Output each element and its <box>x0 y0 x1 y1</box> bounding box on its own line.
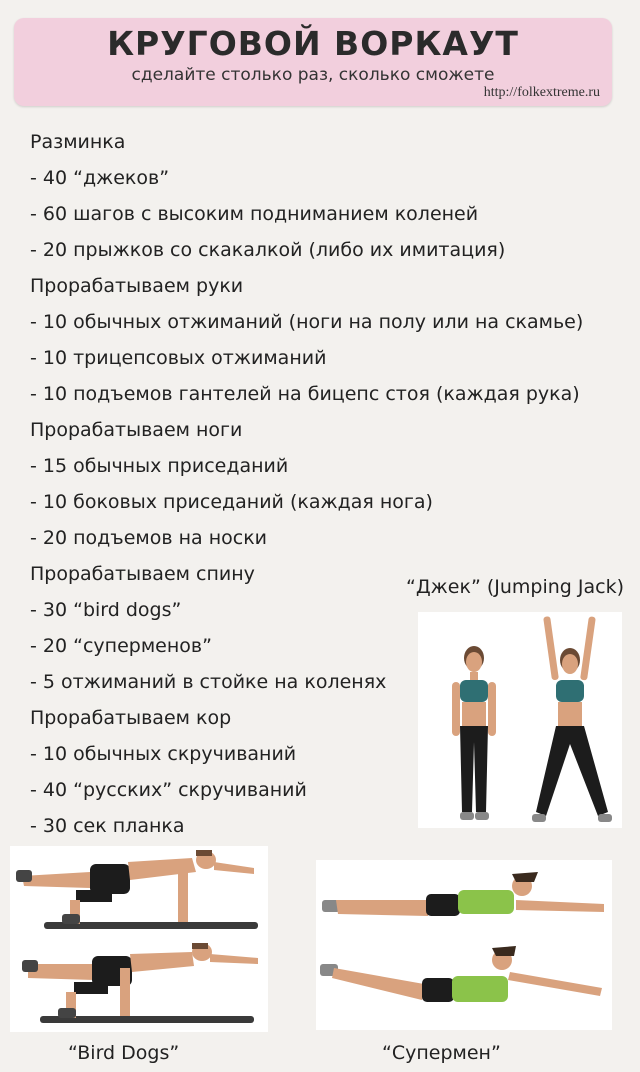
figure-standing <box>452 646 496 820</box>
exercise-item: - 5 отжиманий в стойке на коленях <box>30 671 387 693</box>
section-heading: Прорабатываем спину <box>30 563 255 585</box>
jumping-jack-illustration <box>418 612 622 828</box>
exercise-item: - 10 трицепсовых отжиманий <box>30 347 327 369</box>
exercise-item: - 30 “bird dogs” <box>30 599 182 621</box>
exercise-item: - 20 подъемов на носки <box>30 527 268 549</box>
section-heading: Прорабатываем ноги <box>30 419 243 441</box>
superman-figures <box>316 860 612 1030</box>
figure-bird-dog-bottom <box>22 943 258 1023</box>
exercise-item: - 15 обычных приседаний <box>30 455 289 477</box>
exercise-item: - 40 “русских” скручиваний <box>30 779 307 801</box>
section-heading: Разминка <box>30 131 126 153</box>
figure-jumping <box>532 616 612 822</box>
exercise-item: - 40 “джеков” <box>30 167 170 189</box>
exercise-item: - 10 обычных скручиваний <box>30 743 297 765</box>
exercise-item: - 60 шагов с высоким подниманием коленей <box>30 203 479 225</box>
exercise-item: - 10 боковых приседаний (каждая нога) <box>30 491 433 513</box>
page-subtitle: сделайте столько раз, сколько сможете <box>131 65 495 85</box>
title-banner <box>14 18 612 106</box>
exercise-item: - 20 прыжков со скакалкой (либо их имитация) <box>30 239 506 261</box>
section-heading: Прорабатываем кор <box>30 707 232 729</box>
figure-superman-bottom <box>320 946 602 1002</box>
jumping-jack-figures <box>418 612 622 828</box>
page-title: КРУГОВОЙ ВОРКАУТ <box>107 24 519 63</box>
bird-dogs-illustration <box>10 846 268 1032</box>
bird-dogs-figures <box>10 846 268 1032</box>
source-url: http://folkextreme.ru <box>483 85 600 100</box>
caption-superman: “Супермен” <box>382 1042 501 1064</box>
exercise-item: - 30 сек планка <box>30 815 185 837</box>
figure-superman-top <box>322 872 604 916</box>
section-heading: Прорабатываем руки <box>30 275 244 297</box>
figure-bird-dog-top <box>16 850 258 929</box>
superman-illustration <box>316 860 612 1030</box>
exercise-item: - 20 “суперменов” <box>30 635 212 657</box>
caption-bird-dogs: “Bird Dogs” <box>68 1042 180 1064</box>
exercise-item: - 10 подъемов гантелей на бицепс стоя (каждая рука) <box>30 383 580 405</box>
exercise-item: - 10 обычных отжиманий (ноги на полу или на скамье) <box>30 311 584 333</box>
caption-jumping-jack: “Джек” (Jumping Jack) <box>406 576 625 598</box>
